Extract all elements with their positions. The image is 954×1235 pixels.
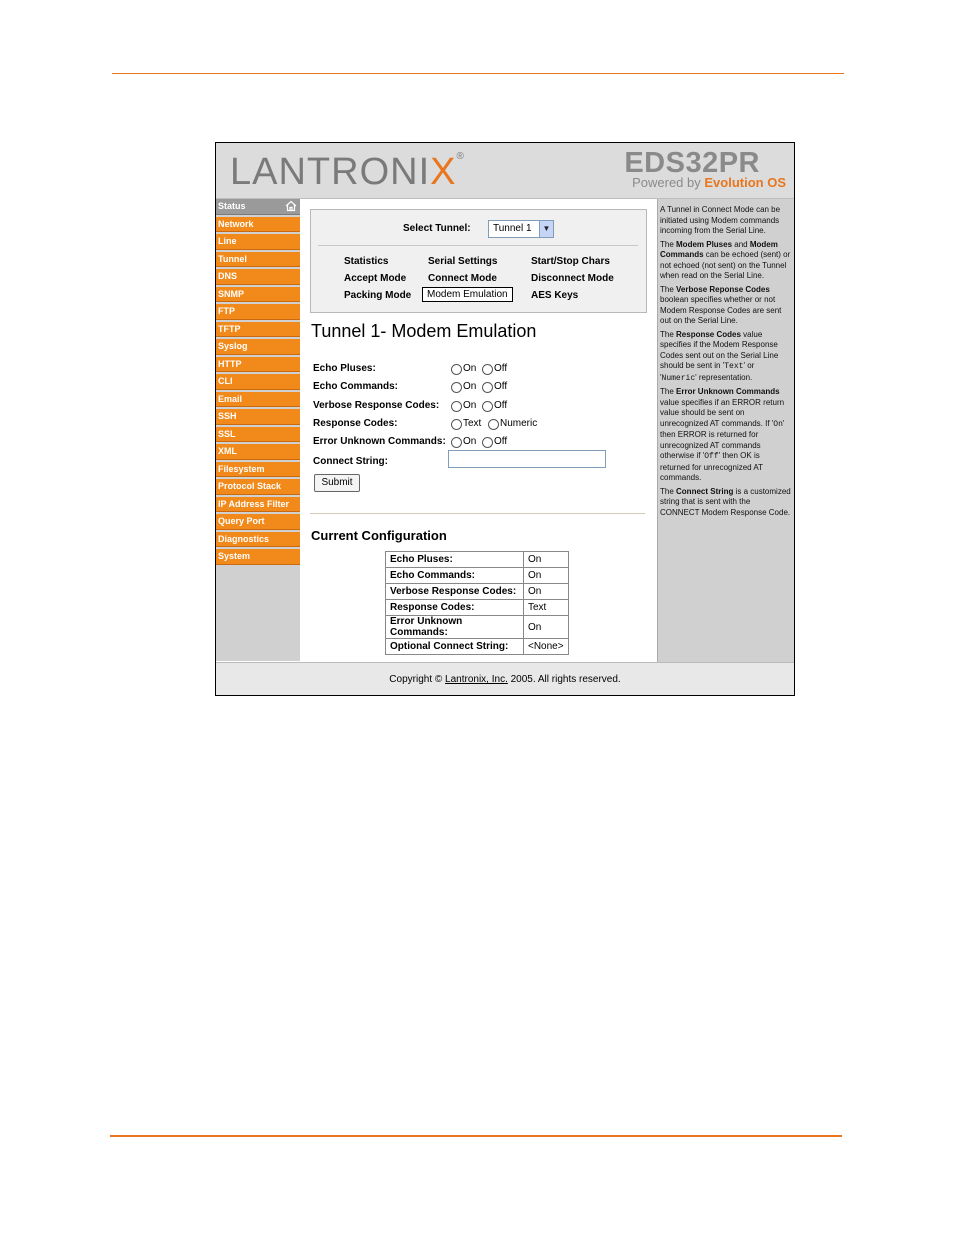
model-name: EDS32PR [624, 147, 760, 179]
tab-packing-mode[interactable]: Packing Mode [344, 290, 412, 301]
powered-by: Powered by Evolution OS [632, 175, 786, 190]
sidebar-item-email[interactable]: Email [216, 392, 300, 408]
tab-accept-mode[interactable]: Accept Mode [344, 273, 407, 284]
error-unknown-on-radio[interactable] [451, 437, 462, 448]
submit-button[interactable]: Submit [314, 474, 360, 492]
current-configuration-table [385, 551, 569, 655]
sidebar-item-line[interactable]: Line [216, 234, 300, 250]
sidebar-item-ip-address-filter[interactable]: IP Address Filter [216, 497, 300, 513]
help-paragraph: The Error Unknown Commands value specifies if an ERROR return value should be sent on unrecognized AT commands. If 'On' then ERROR is returned for unrecognized AT commands otherwise if 'Off' then OK is returned for unrecognized AT commands. [660, 387, 785, 482]
page-title: Tunnel 1- Modem Emulation [311, 321, 537, 341]
tab-start-stop-chars[interactable]: Start/Stop Chars [531, 256, 610, 267]
help-panel [657, 199, 794, 662]
response-codes-numeric-label: Numeric [500, 418, 538, 429]
verbose-response-codes-label: Verbose Response Codes: [313, 400, 440, 411]
panel-divider [318, 245, 638, 246]
table-row: Verbose Response Codes: On [386, 584, 569, 600]
error-unknown-commands-label: Error Unknown Commands: [313, 436, 446, 447]
help-paragraph: The Modem Pluses and Modem Commands can be echoed (sent) or not echoed (not sent) on the Tunnel when read on the Serial Line. [660, 239, 791, 280]
select-tunnel-label: Select Tunnel: [403, 223, 471, 234]
sidebar-item-snmp[interactable]: SNMP [216, 287, 300, 303]
footer: Copyright © Lantronix, Inc. 2005. All rights reserved. [216, 662, 794, 696]
main-content [300, 199, 657, 662]
sidebar-item-protocol-stack[interactable]: Protocol Stack [216, 479, 300, 495]
lantronix-link[interactable]: Lantronix, Inc. [445, 674, 508, 685]
echo-commands-off-radio[interactable] [482, 382, 493, 393]
help-paragraph: The Response Codes value specifies if the Modem Response Codes sent out on the Serial Line should be sent in 'Text' or 'Numeric' representation. [660, 329, 779, 383]
sidebar [216, 199, 300, 661]
sidebar-item-http[interactable]: HTTP [216, 357, 300, 373]
sidebar-item-tunnel[interactable]: Tunnel [216, 252, 300, 268]
tunnel-selector-panel [310, 209, 647, 313]
verbose-on-radio[interactable] [451, 401, 462, 412]
banner [216, 143, 794, 199]
sidebar-item-ssh[interactable]: SSH [216, 409, 300, 425]
sidebar-item-syslog[interactable]: Syslog [216, 339, 300, 355]
echo-pluses-off-label: Off [494, 363, 508, 374]
section-divider [310, 513, 645, 514]
sidebar-item-diagnostics[interactable]: Diagnostics [216, 532, 300, 548]
verbose-on-label: On [463, 400, 477, 411]
browser-page [215, 142, 795, 696]
lantronix-logo: LANTRONIX® [230, 151, 465, 193]
tab-serial-settings[interactable]: Serial Settings [428, 256, 498, 267]
tab-statistics[interactable]: Statistics [344, 256, 389, 267]
sidebar-item-ftp[interactable]: FTP [216, 304, 300, 320]
echo-commands-on-radio[interactable] [451, 382, 462, 393]
verbose-off-label: Off [494, 400, 508, 411]
tab-disconnect-mode[interactable]: Disconnect Mode [531, 273, 614, 284]
response-codes-numeric-radio[interactable] [488, 419, 499, 430]
page-header-rule [112, 73, 844, 74]
response-codes-label: Response Codes: [313, 418, 398, 429]
current-configuration-heading: Current Configuration [311, 528, 447, 543]
help-paragraph: The Verbose Reponse Codes boolean specifies whether or not Modem Response Codes are sent out on the Serial Line. [660, 284, 782, 325]
sidebar-item-ssl[interactable]: SSL [216, 427, 300, 443]
home-icon[interactable] [285, 200, 297, 212]
echo-commands-on-label: On [463, 381, 477, 392]
response-codes-text-label: Text [463, 418, 482, 429]
tab-aes-keys[interactable]: AES Keys [531, 290, 579, 301]
chevron-down-icon[interactable]: ▼ [539, 221, 553, 237]
tab-modem-emulation[interactable]: Modem Emulation [422, 287, 513, 302]
error-unknown-off-label: Off [494, 436, 508, 447]
sidebar-item-cli[interactable]: CLI [216, 374, 300, 390]
page-footer-rule [110, 1135, 842, 1137]
sidebar-item-dns[interactable]: DNS [216, 269, 300, 285]
error-unknown-off-radio[interactable] [482, 437, 493, 448]
echo-commands-label: Echo Commands: [313, 381, 399, 392]
sidebar-item-system[interactable]: System [216, 549, 300, 565]
echo-pluses-off-radio[interactable] [482, 364, 493, 375]
table-row: Response Codes: Text [386, 600, 569, 616]
table-row: Error Unknown Commands: On [386, 616, 569, 639]
table-row: Echo Commands: On [386, 568, 569, 584]
tab-connect-mode[interactable]: Connect Mode [428, 273, 497, 284]
connect-string-label: Connect String: [313, 456, 388, 467]
help-paragraph: The Connect String is a customized string that is sent with the CONNECT Modem Response Code. [660, 486, 791, 517]
echo-pluses-label: Echo Pluses: [313, 363, 376, 374]
response-codes-text-radio[interactable] [451, 419, 462, 430]
sidebar-item-query-port[interactable]: Query Port [216, 514, 300, 530]
sidebar-item-network[interactable]: Network [216, 217, 300, 233]
table-row: Optional Connect String: <None> [386, 639, 569, 655]
tunnel-select-value: Tunnel 1 [493, 223, 532, 234]
sidebar-item-status[interactable]: Status [216, 199, 300, 215]
sidebar-item-tftp[interactable]: TFTP [216, 322, 300, 338]
connect-string-input[interactable] [448, 450, 606, 468]
sidebar-item-filesystem[interactable]: Filesystem [216, 462, 300, 478]
verbose-off-radio[interactable] [482, 401, 493, 412]
table-row: Echo Pluses: On [386, 552, 569, 568]
echo-commands-off-label: Off [494, 381, 508, 392]
tunnel-select[interactable] [488, 220, 554, 238]
sidebar-item-xml[interactable]: XML [216, 444, 300, 460]
echo-pluses-on-radio[interactable] [451, 364, 462, 375]
help-paragraph: A Tunnel in Connect Mode can be initiated using Modem commands incoming from the Serial Line. [660, 205, 781, 235]
error-unknown-on-label: On [463, 436, 477, 447]
echo-pluses-on-label: On [463, 363, 477, 374]
